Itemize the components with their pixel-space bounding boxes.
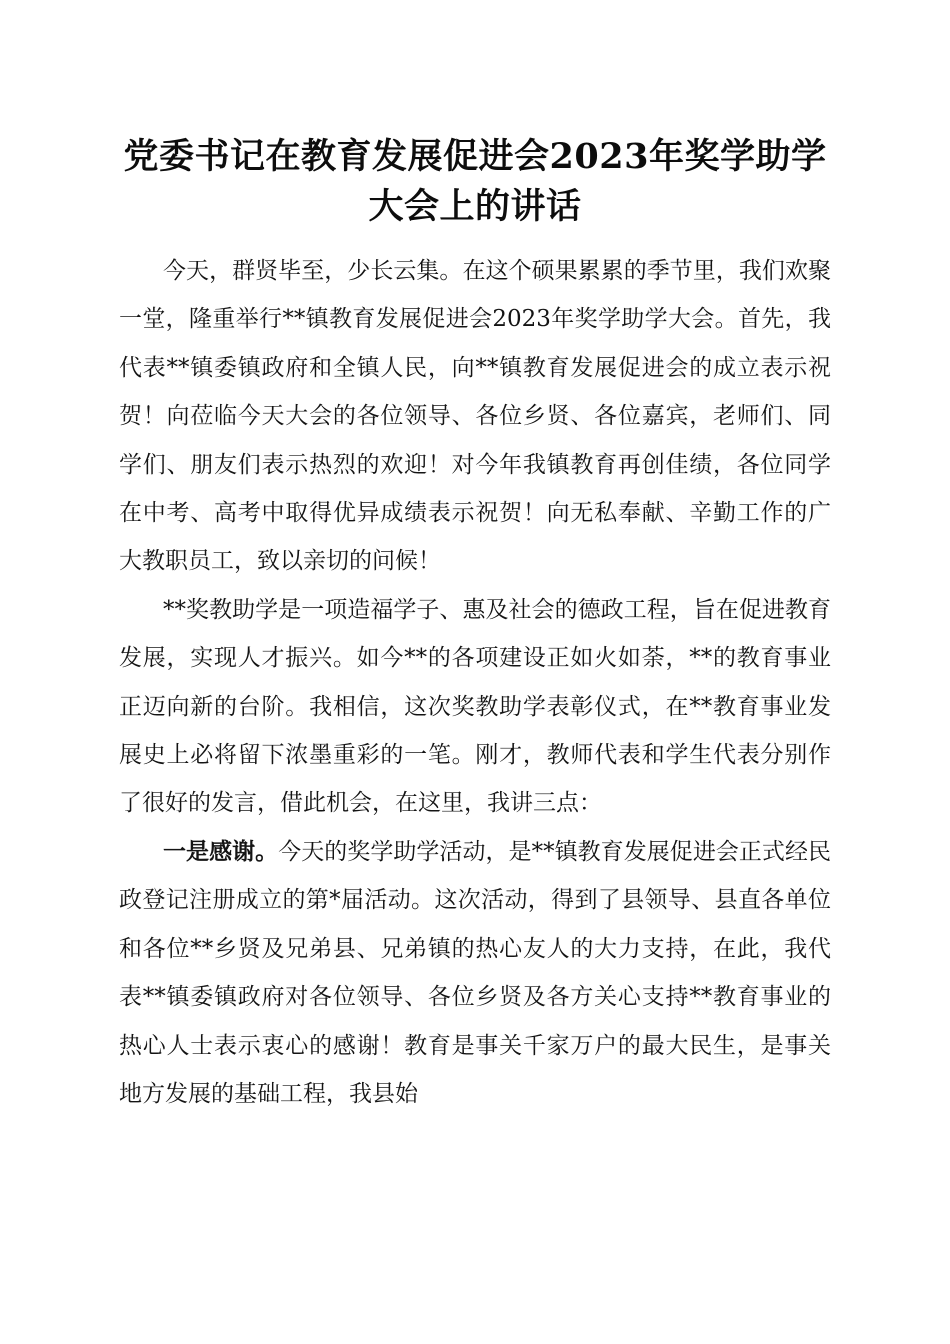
document-title xyxy=(100,132,850,232)
speech-body xyxy=(119,247,831,1118)
paragraph-3-text: 今天的奖学助学活动，是**镇教育发展促进会正式经民政登记注册成立的第*届活动。这次活动，得到了县领导、县直各单位和各位**乡贤及兄弟县、兄弟镇的热心友人的大力支持，在此，我代表**镇委镇政府对各位领导、各位乡贤及各方关心支持**教育事业的热心人士表示衷心的感谢！教育是事关千家万户的最大民生，是事关地方发展的基础工程，我县始 xyxy=(119,838,832,1107)
paragraph-2-text: **奖教助学是一项造福学子、惠及社会的德政工程，旨在促进教育发展，实现人才振兴。如今**的各项建设正如火如荼，**的教育事业正迈向新的台阶。我相信，这次奖教助学表彰仪式，在**教育事业发展史上必将留下浓墨重彩的一笔。刚才，教师代表和学生代表分别作了很好的发言，借此机会，在这里，我讲三点： xyxy=(119,596,831,817)
paragraph-1 xyxy=(119,247,831,586)
paragraph-2 xyxy=(119,586,831,828)
paragraph-3 xyxy=(119,828,831,1118)
title-line-2: 大会上的讲话 xyxy=(368,186,582,227)
paragraph-3-lead: 一是感谢。 xyxy=(163,837,279,865)
paragraph-1-text: 今天，群贤毕至，少长云集。在这个硕果累累的季节里，我们欢聚一堂，隆重举行**镇教育发展促进会2023年奖学助学大会。首先，我代表**镇委镇政府和全镇人民，向**镇教育发展促进会的成立表示祝贺！向莅临今天大会的各位领导、各位乡贤、各位嘉宾，老师们、同学们、朋友们表示热烈的欢迎！对今年我镇教育再创佳绩，各位同学在中考、高考中取得优异成绩表示祝贺！向无私奉献、辛勤工作的广大教职员工，致以亲切的问候！ xyxy=(119,258,831,575)
title-line-1: 党委书记在教育发展促进会2023年奖学助学 xyxy=(123,136,827,177)
